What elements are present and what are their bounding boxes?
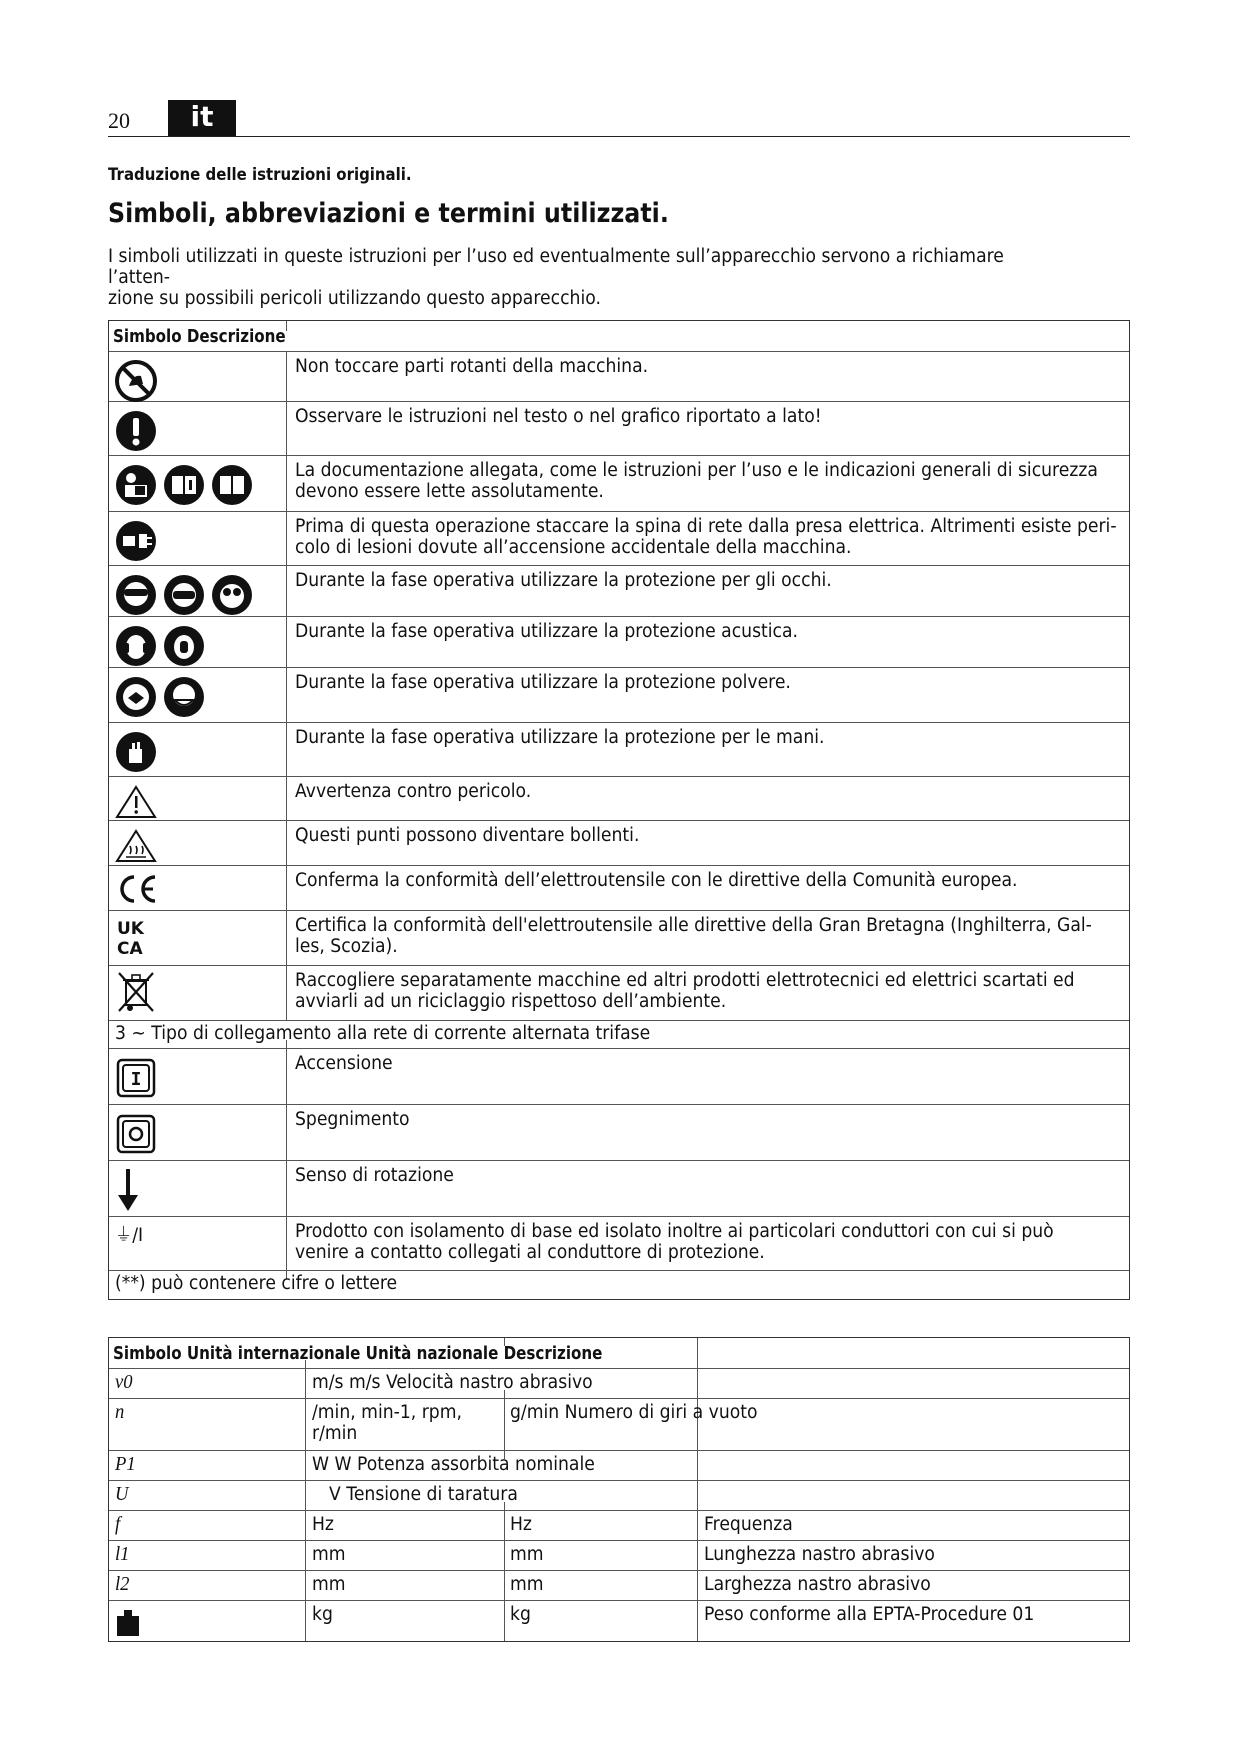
- switch-off-icon: [115, 1113, 157, 1155]
- protective-earth-icon: ⏚/I: [115, 1225, 144, 1246]
- book-info-icon: [163, 464, 205, 506]
- table-row: P1 W W Potenza assorbita nominale: [109, 1451, 1129, 1481]
- table-header: Simbolo Unità internazionale Unità nazionale Descrizione: [113, 1343, 603, 1364]
- table-row: n /min, min-1, rpm, r/min g/min Numero di giri a vuoto: [109, 1399, 1129, 1451]
- dust-mask-icon: [115, 676, 157, 718]
- table-header-row: [109, 321, 1129, 352]
- intro-paragraph: I simboli utilizzati in queste istruzioni per l’uso ed eventualmente sull’apparecchio servono a richiamare l’atten- zione su possibili pericoli utilizzando questo apparecchio.: [108, 246, 1004, 309]
- weee-bin-icon: [115, 969, 157, 1015]
- face-shield-icon: [163, 574, 205, 616]
- ce-mark-icon: [115, 872, 159, 906]
- table-row: La documentazione allegata, come le istruzioni per l’uso e le indicazioni generali di sicurezza devono essere lette assolutamente.: [109, 456, 1129, 512]
- svg-text:I: I: [130, 1069, 142, 1090]
- table-row: Prima di questa operazione staccare la spina di rete dalla presa elettrica. Altrimenti esiste peri- colo di lesioni dovute all’accensione accidentale della macchina.: [109, 512, 1129, 566]
- symbols-table: [108, 320, 1130, 1300]
- table-row: v0 m/s m/s Velocità nastro abrasivo: [109, 1369, 1129, 1399]
- page-header: [108, 100, 1130, 137]
- table-row: kg kg Peso conforme alla EPTA-Procedure 01: [109, 1601, 1129, 1641]
- page-number: 20: [108, 108, 130, 133]
- table-row: l2 mm mm Larghezza nastro abrasivo: [109, 1571, 1129, 1601]
- read-manual-icon: [115, 464, 157, 506]
- table-row: Durante la fase operativa utilizzare la protezione acustica.: [109, 617, 1129, 668]
- units-table: [108, 1337, 1130, 1642]
- goggles-icon: [115, 574, 157, 616]
- table-row: Non toccare parti rotanti della macchina.: [109, 352, 1129, 402]
- table-row: Senso di rotazione: [109, 1161, 1129, 1217]
- glasses-icon: [211, 574, 253, 616]
- table-header: Simbolo Descrizione: [113, 326, 286, 347]
- rotation-arrow-icon: [115, 1167, 143, 1213]
- table-row: Durante la fase operativa utilizzare la protezione per gli occhi.: [109, 566, 1129, 617]
- table-row: l1 mm mm Lunghezza nastro abrasivo: [109, 1541, 1129, 1571]
- table-header-row: [109, 1338, 1129, 1369]
- language-badge: it: [168, 100, 236, 136]
- table-row: Raccogliere separatamente macchine ed altri prodotti elettrotecnici ed elettrici scartati ed avviarli ad un riciclaggio rispettoso dell’ambiente.: [109, 966, 1129, 1021]
- svg-text:CA: CA: [117, 939, 143, 958]
- table-row: I Accensione: [109, 1049, 1129, 1105]
- table-row: f Hz Hz Frequenza: [109, 1511, 1129, 1541]
- hot-surface-icon: [115, 829, 157, 863]
- symbol-v0: v0: [115, 1371, 133, 1393]
- table-row: U V Tensione di taratura: [109, 1481, 1129, 1511]
- table-row: UK CA Certifica la conformità dell'elettroutensile alle direttive della Gran Bretagna (Inghilterra, Gal- les, Scozia).: [109, 911, 1129, 966]
- table-row: Conferma la conformità dell’elettroutensile con le direttive della Comunità europea.: [109, 866, 1129, 911]
- ear-plugs-icon: [163, 625, 205, 667]
- subtitle: Traduzione delle istruzioni originali.: [108, 165, 412, 185]
- book-icon: [211, 464, 253, 506]
- warning-triangle-icon: [115, 785, 157, 819]
- switch-on-icon: [115, 1057, 157, 1099]
- svg-text:UK: UK: [117, 919, 144, 939]
- exclamation-icon: [115, 410, 157, 452]
- unplug-icon: [115, 520, 157, 562]
- table-row: Durante la fase operativa utilizzare la protezione per le mani.: [109, 723, 1129, 777]
- table-row: 3 ~ Tipo di collegamento alla rete di corrente alternata trifase: [109, 1021, 1129, 1049]
- table-row: Osservare le istruzioni nel testo o nel grafico riportato a lato!: [109, 402, 1129, 456]
- ukca-mark-icon: [115, 916, 151, 958]
- ear-muffs-icon: [115, 625, 157, 667]
- table-row: (**) può contenere cifre o lettere: [115, 1273, 398, 1294]
- page-title: Simboli, abbreviazioni e termini utilizzati.: [108, 198, 669, 229]
- respirator-icon: [163, 676, 205, 718]
- table-row: Questi punti possono diventare bollenti.: [109, 821, 1129, 866]
- table-row: ⏚/I Prodotto con isolamento di base ed isolato inoltre ai particolari conduttori con cui si può venire a contatto collegati al conduttore di protezione.: [109, 1217, 1129, 1271]
- weight-icon: [115, 1609, 141, 1637]
- no-touch-rotating-icon: [115, 360, 157, 402]
- gloves-icon: [115, 731, 157, 773]
- table-row: Durante la fase operativa utilizzare la protezione polvere.: [109, 668, 1129, 723]
- table-row: Avvertenza contro pericolo.: [109, 777, 1129, 821]
- table-row: Spegnimento: [109, 1105, 1129, 1161]
